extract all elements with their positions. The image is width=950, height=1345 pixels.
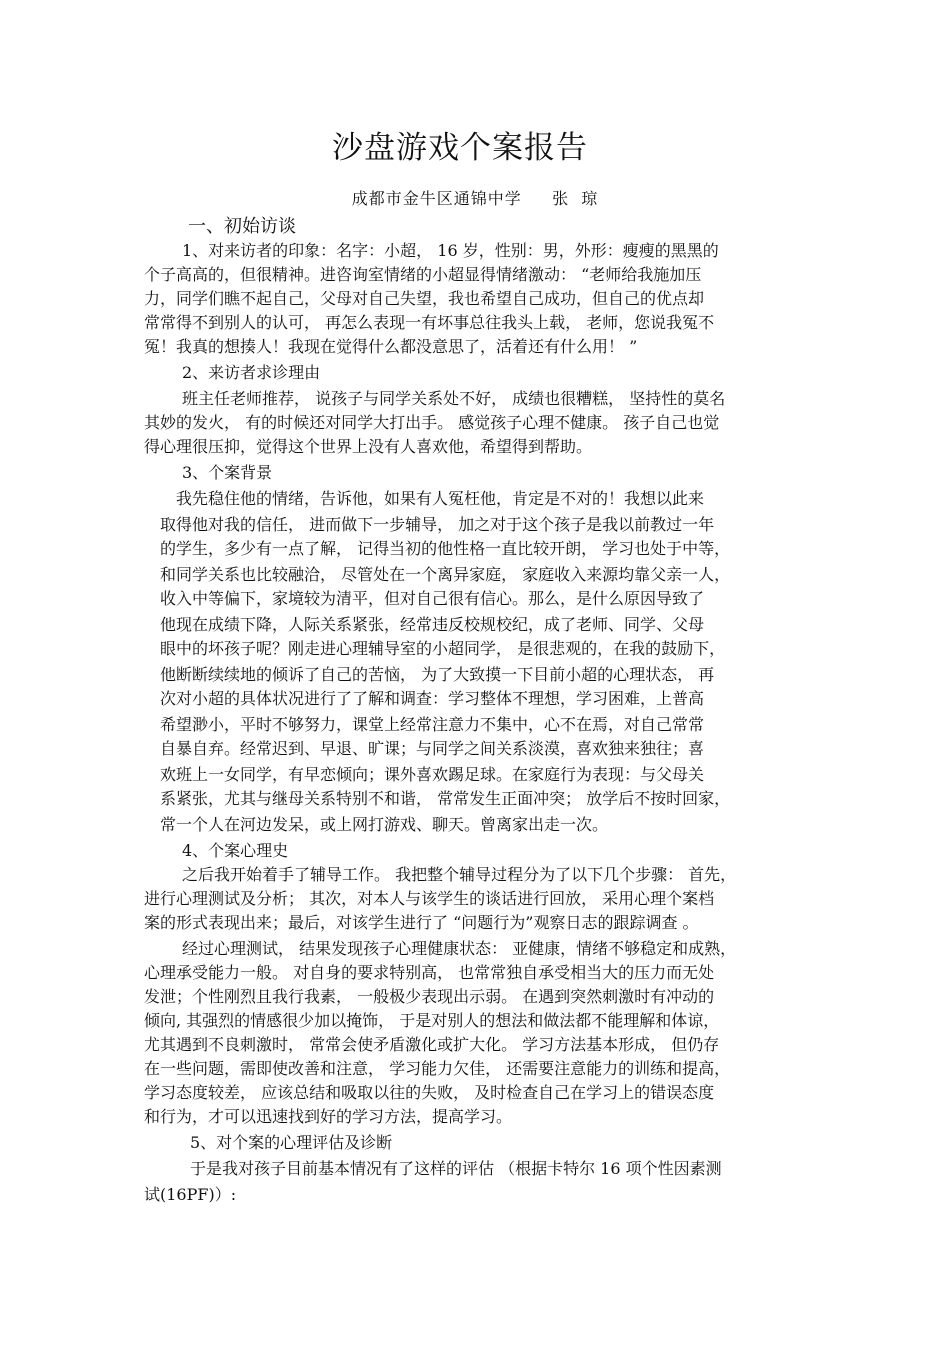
text-line: 和行为，才可以迅速找到好的学习方法，提高学习。 bbox=[144, 1107, 513, 1126]
text-line: 常一个人在河边发呆，或上网打游戏、聊天。曾离家出走一次。 bbox=[160, 815, 609, 834]
text-line: 取得他对我的信任， 进而做下一步辅导， 加之对于这个孩子是我以前教过一年 bbox=[160, 515, 715, 534]
author-line: 成都市金牛区通锦中学 张 琼 bbox=[351, 189, 599, 208]
text-line: 1、对来访者的印象：名字：小超， 16 岁，性别：男，外形：瘦瘦的黑黑的 bbox=[182, 241, 719, 260]
text-line: 次对小超的具体状况进行了了解和调查：学习整体不理想，学习困难，上普高 bbox=[160, 689, 705, 708]
text-line: 冤！我真的想揍人！我现在觉得什么都没意思了，活着还有什么用！ ” bbox=[144, 337, 638, 356]
text-line: 力，同学们瞧不起自己，父母对自己失望，我也希望自己成功，但自己的优点却 bbox=[144, 289, 705, 308]
subheading: 3、个案背景 bbox=[182, 463, 273, 482]
text-line: 眼中的坏孩子呢？刚走进心理辅导室的小超同学， 是很悲观的，在我的鼓励下， bbox=[160, 639, 726, 658]
text-line: 他现在成绩下降，人际关系紧张，经常违反校规校纪，成了老师、同学、父母 bbox=[160, 615, 705, 634]
text-line: 希望渺小，平时不够努力，课堂上经常注意力不集中，心不在焉，对自己常常 bbox=[160, 715, 705, 734]
text-line: 之后我开始着手了辅导工作。 我把整个辅导过程分为了以下几个步骤： 首先， bbox=[182, 865, 737, 884]
subheading: 2、来访者求诊理由 bbox=[182, 363, 321, 382]
text-line: 得心理很压抑，觉得这个世界上没有人喜欢他，希望得到帮助。 bbox=[144, 437, 593, 456]
section-heading-initial-interview: 一、初始访谈 bbox=[188, 216, 296, 237]
text-line: 试(16PF)）: bbox=[144, 1185, 237, 1204]
text-line: 经过心理测试， 结果发现孩子心理健康状态： 亚健康，情绪不够稳定和成熟， bbox=[182, 939, 737, 958]
text-line: 案的形式表现出来；最后，对该学生进行了 “问题行为”观察日志的跟踪调查 。 bbox=[144, 913, 699, 932]
text-line: 其妙的发火， 有的时候还对同学大打出手。 感觉孩子心理不健康。 孩子自己也觉 bbox=[144, 413, 720, 432]
text-line: 系紧张，尤其与继母关系特别不和谐， 常常发生正面冲突； 放学后不按时回家， bbox=[160, 789, 731, 808]
text-line: 收入中等偏下，家境较为清平，但对自己很有信心。那么，是什么原因导致了 bbox=[160, 589, 705, 608]
subheading: 5、对个案的心理评估及诊断 bbox=[190, 1133, 393, 1152]
text-line: 发泄；个性刚烈且我行我素， 一般极少表现出示弱。 在遇到突然刺激时有冲动的 bbox=[144, 987, 715, 1006]
document-title: 沙盘游戏个案报告 bbox=[332, 130, 588, 166]
text-line: 心理承受能力一般。 对自身的要求特别高， 也常常独自承受相当大的压力而无处 bbox=[144, 963, 715, 982]
text-line: 学习态度较差， 应该总结和吸取以往的失败， 及时检查自己在学习上的错误态度 bbox=[144, 1083, 715, 1102]
text-line: 于是我对孩子目前基本情况有了这样的评估 （根据卡特尔 16 项个性因素测 bbox=[190, 1159, 722, 1178]
text-line: 倾向, 其强烈的情感很少加以掩饰， 于是对别人的想法和做法都不能理解和体谅， bbox=[144, 1011, 720, 1030]
text-line: 的学生，多少有一点了解， 记得当初的他性格一直比较开朗， 学习也处于中等， bbox=[160, 539, 731, 558]
text-line: 和同学关系也比较融洽， 尽管处在一个离异家庭， 家庭收入来源均靠父亲一人， bbox=[160, 565, 731, 584]
text-line: 欢班上一女同学，有早恋倾向；课外喜欢踢足球。在家庭行为表现：与父母关 bbox=[160, 765, 705, 784]
subheading: 4、个案心理史 bbox=[182, 841, 289, 860]
text-line: 他断断续续地的倾诉了自己的苦恼， 为了大致摸一下目前小超的心理状态， 再 bbox=[160, 665, 715, 684]
text-line: 在一些问题，需即使改善和注意， 学习能力欠佳， 还需要注意能力的训练和提高， bbox=[144, 1059, 731, 1078]
text-line: 班主任老师推荐， 说孩子与同学关系处不好， 成绩也很糟糕， 坚持性的莫名 bbox=[182, 389, 726, 408]
text-line: 个子高高的，但很精神。进咨询室情绪的小超显得情绪激动： “老师给我施加压 bbox=[144, 265, 702, 284]
text-line: 进行心理测试及分析； 其次，对本人与该学生的谈话进行回放， 采用心理个案档 bbox=[144, 889, 715, 908]
text-line: 常常得不到别人的认可， 再怎么表现一有坏事总往我头上载， 老师，您说我冤不 bbox=[144, 313, 715, 332]
text-line: 我先稳住他的情绪，告诉他，如果有人冤枉他，肯定是不对的！我想以此来 bbox=[176, 489, 705, 508]
text-line: 自暴自弃。经常迟到、早退、旷课；与同学之间关系淡漠，喜欢独来独往；喜 bbox=[160, 739, 705, 758]
text-line: 尤其遇到不良刺激时， 常常会使矛盾激化或扩大化。 学习方法基本形成， 但仍存 bbox=[144, 1035, 720, 1054]
